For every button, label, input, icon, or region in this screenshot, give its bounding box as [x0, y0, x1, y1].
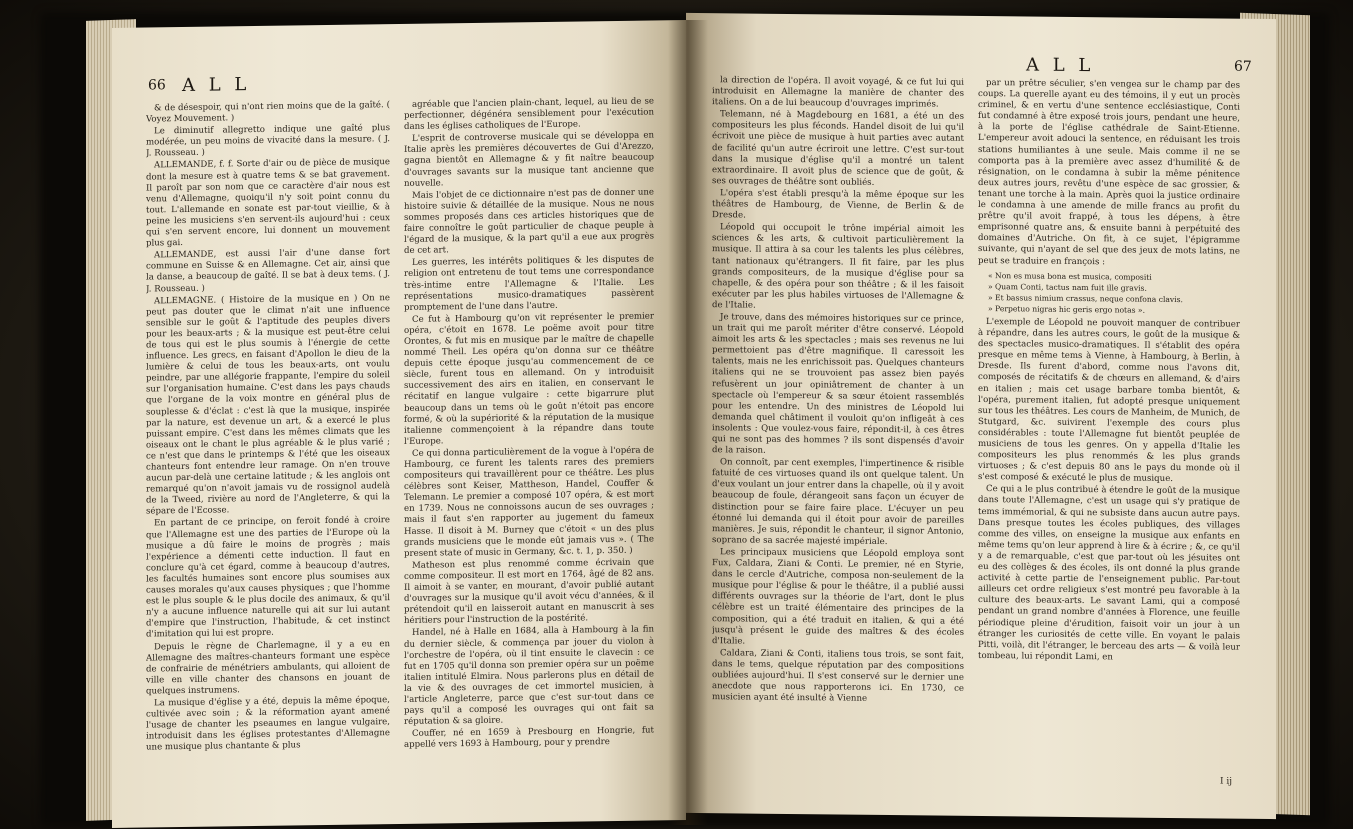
paragraph: ALLEMAGNE. ( Histoire de la musique en ) On ne peut pas douter que le climat n'ait une influence sensible sur le goût & l'aptitude des peuples divers pour les beaux-arts ; & la musique est peut-être celui de tous qui est le plus soumis à l'énergie de cette influence. Les grecs, en faisant d'Apollon le dieu de la lumière & celui de tous les beaux-arts, ont voulu peindre, par une allégorie frappante, l'empire du soleil sur l'organisation humaine. C'est dans les pays chauds que l'organe de la voix montre en général plus de souplesse & d'éclat : c'est là que la musique, inspirée par la nature, est devenue un art, & a exercé le plus puissant empire. C'est dans les mêmes climats que les oiseaux ont le chant le plus agréable & le plus varié ; ce n'est que dans le printemps & l'été que les oiseaux chanteurs font entendre leur ramage. On n'en trouve aucun par-delà une certaine latitude ; & les anglois ont remarqué qu'on n'avoit jamais vu de rossignol audelà de la Tweed, rivière au nord de l'Angleterre, & qui la sépare de l'Ecosse. [146, 292, 390, 517]
paragraph: L'opéra s'est établi presqu'à la même époque sur les théâtres de Hambourg, de Vienne, de Berlin & de Dresde. [712, 188, 964, 221]
paragraph: En partant de ce principe, on feroit fondé à croire que l'Allemagne est une des parties de l'Europe où la musique a dû faire le moins de progrès ; mais l'expérience a démenti cette induction. Il faut en conclure qu'à cet égard, comme à beaucoup d'autres, les facultés humaines sont encore plus soumises aux causes morales qu'aux causes physiques ; que l'homme est le plus souple & le plus docile des animaux, & qu'il n'y a aucune influence naturelle qui ait sur lui autant d'empire que l'instruction, l'habitude, & cet instinct d'imitation qui lui est propre. [146, 515, 390, 640]
paragraph: agréable que l'ancien plain-chant, lequel, au lieu de se perfectionner, dégénéra sensiblement pour l'exécution dans les églises catholiques de l'Europe. [404, 96, 654, 133]
paragraph: L'esprit de controverse musicale qui se développa en Italie après les premières découvertes de Gui d'Arezzo, gagna bientôt en Allemagne & y fit naître beaucoup d'ouvrages savants sur la musique tant ancienne que nouvelle. [404, 130, 654, 189]
paragraph: Léopold qui occupoit le trône impérial aimoit les sciences & les arts, & cultivoit particulièrement la musique. Il attira à sa cour les talents les plus célèbres, tant nationaux qu'étrangers. Il fit faire, par les plus grands compositeurs, de la musique d'église pour sa chapelle, & des opéra pour son théâtre ; & il les faisoit exécuter par les plus habiles virtuoses de l'Allemagne & de l'Italie. [712, 222, 964, 311]
latin-epigram [988, 270, 1240, 317]
right-running-header: A L L [1026, 54, 1095, 77]
paragraph: Les guerres, les intérêts politiques & les disputes de religion ont entretenu de tout tems une correspondance très-intime entre l'Allemagne & l'Italie. Les représentations musico-dramatiques passèrent promptement de l'une dans l'autre. [404, 254, 654, 313]
paragraph: Ce fut à Hambourg qu'on vit représenter le premier opéra, c'étoit en 1678. Le poëme avoit pour titre Orontes, & fut mis en musique par le maître de chapelle nommé Theil. Les opéra qu'on donna sur ce théâtre depuis cette époque jusqu'au commencement de ce siècle, furent tous en allemand. On y introduisit successivement des airs en italien, en conservant le récitatif en langue vulgaire : cette bigarrure plut beaucoup dans un tems où le goût n'étoit pas encore formé, & où la supériorité & la réputation de la musique italienne commençoient à la répandre dans toute l'Europe. [404, 311, 654, 447]
right-column-1 [712, 75, 964, 788]
paragraph: Depuis le règne de Charlemagne, il y a eu en Allemagne des maîtres-chanteurs formant une espèce de confrairie de ménétriers ambulants, qui alloient de ville en ville chanter des chansons en jouant de quelques instrumens. [146, 638, 390, 697]
left-page [112, 20, 686, 828]
left-page-number: 66 [148, 77, 166, 94]
paragraph: Ce qui a le plus contribué à étendre le goût de la musique dans toute l'Allemagne, c'est un usage qui s'y pratique de tems immémorial, & qui ne subsiste dans aucun autre pays. Dans presque toutes les écoles publiques, des villages comme des villes, on enseigne la musique aux enfants en même tems qu'on leur apprend à lire & à écrire ; &, ce qu'il y a de remarquable, c'est que par-tout où les jésuites ont eu des collèges & des écoles, ils ont donné la plus grande activité à cette partie de l'enseignement public. Par-tout ailleurs cet ordre religieux s'est montré peu favorable à la culture des beaux-arts. Le savant Lami, qui a composé pendant un grand nombre d'années à Florence, une feuille périodique pleine d'érudition, faisoit voir un jour à un étranger les curiosités de cette ville. En voyant le palais Pitti, voilà, dit l'étranger, le berceau des arts — & voilà leur tombeau, lui répondit Lami, en [978, 484, 1240, 663]
paragraph: & de désespoir, qui n'ont rien moins que de la gaîté. ( Voyez Mouvement. ) [146, 100, 390, 125]
paragraph: L'exemple de Léopold ne pouvoit manquer de contribuer à répandre, dans les autres cours, le goût de la musique & des spectacles musico-dramatiques. Il s'établit des opéra presque en même tems à Vienne, à Hambourg, à Berlin, à Dresde. Ils furent d'abord, comme nous l'avons dit, composés de récitatifs & de chœurs en allemand, & d'airs en italien ; mais cet usage barbare tomba bientôt, & l'opéra, purement italien, fut adopté presque uniquement sur tous les théâtres. Les cours de Manheim, de Munich, de Stutgard, &c. suivirent l'exemple des cours plus considérables : toute l'Allemagne fut bientôt peuplée de musiciens de tous les genres. On y appella d'Italie les compositeurs les plus renommés & les plus grands virtuoses ; & c'est depuis 80 ans le pays du monde où il s'est composé & exécuté le plus de musique. [978, 317, 1240, 485]
paragraph: On connoît, par cent exemples, l'impertinence & risible fatuité de ces virtuoses quand ils ont quelque talent. Un d'eux voulant un jour entrer dans la chapelle, où il y avoit beaucoup de foule, dérangeoit sans façon un écuyer de distinction pour se faire faire place. L'écuyer un peu étonné lui demanda qui il étoit pour avoir de pareilles manières. Je suis, répondit le chanteur, il signor Antonio, soprano de sa sacrée majesté impériale. [712, 457, 964, 547]
paragraph: par un prêtre séculier, s'en vengea sur le champ par des coups. La querelle ayant eu des témoins, il y eut un procès criminel, & en vertu d'une sentence ecclésiastique, Conti fut condamné à être exposé trois jours, pendant une heure, à la porte de l'église cathédrale de Saint-Etienne. L'empereur avoit adouci la sentence, en réduisant les trois stations humiliantes à une seule. Mais comme il ne se comporta pas à la première avec assez d'humilité & de résignation, on le condamna à subir la même pénitence deux autres jours, revêtu d'une espèce de sac grossier, & tenant une torche à la main. Après quoi la justice ordinaire le condamna à une amende de mille francs au profit du prêtre qu'il avoit frappé, à tous les dépens, à être emprisonné quatre ans, & ensuite banni à perpétuité des domaines d'Autriche. On fit, à ce sujet, l'épigramme suivante, qui n'ayant de sel que des jeux de mots latins, ne peut se traduire en françois : [978, 78, 1240, 267]
paragraph: Matheson est plus renommé comme écrivain que comme compositeur. Il est mort en 1764, âgé de 82 ans. Il aimoit à se vanter, en mourant, d'avoir publié autant d'ouvrages sur la musique qu'il avoit vécu d'années, & il prétendoit qu'il en laisseroit autant en manuscrit à ses héritiers pour l'instruction de la postérité. [404, 557, 654, 627]
paragraph: Le diminutif allegretto indique une gaîté plus modérée, un peu moins de vivacité dans la mesure. ( J. J. Rousseau. ) [146, 123, 390, 159]
paragraph: La musique d'église y a été, depuis la même époque, cultivée avec soin ; & la réformation ayant amené l'usage de chanter les pseaumes en langue vulgaire, introduisit dans les églises protestantes d'Allemagne une musique plus chantante & plus [146, 695, 390, 753]
verse-line: » Quam Conti, tactus nam fuit ille gravis. [988, 281, 1147, 293]
paragraph: Handel, né à Halle en 1684, alla à Hambourg à la fin du dernier siècle, & commença par jouer du violon à l'orchestre de l'opéra, où il tint ensuite le clavecin : ce fut en 1705 qu'il donna son premier opéra sur un poëme italien intitulé Elmira. Nous parlerons plus en détail de la vie & des ouvrages de cet immortel musicien, à l'article Angleterre, parce que c'est sur-tout dans ce pays qu'il a composé les ouvrages qui ont fait sa réputation & sa gloire. [404, 624, 654, 728]
paragraph: ALLEMANDE, f. f. Sorte d'air ou de pièce de musique dont la mesure est à quatre tems & se bat gravement. Il paroît par son nom que ce caractère d'air nous est venu d'Allemagne, quoiqu'il n'y soit point connu du tout. L'allemande en sonate est par-tout vieillie, & à peine les musiciens s'en servent-ils aujourd'hui : ceux qui s'en servent encore, lui donnent un mouvement plus gai. [146, 157, 390, 249]
paragraph: Couffer, né en 1659 à Presbourg en Hongrie, fut appellé vers 1693 à Hambourg, pour y prendre [404, 725, 654, 751]
verse-line: » Et bassus nimium crassus, neque confona clavis. [988, 292, 1183, 304]
paragraph: la direction de l'opéra. Il avoit voyagé, & ce fut lui qui introduisit en Allemagne la manière de chanter des italiens. On a de lui beaucoup d'ouvrages imprimés. [712, 75, 964, 110]
paragraph: Caldara, Ziani & Conti, italiens tous trois, se sont fait, dans le tems, quelque réputation par des compositions oubliées aujourd'hui. Il s'est conservé sur le dernier une anecdote que nous rapporterons ici. En 1730, ce musicien ayant été insulté à Vienne [712, 648, 964, 704]
paragraph: Mais l'objet de ce dictionnaire n'est pas de donner une histoire suivie & détaillée de la musique. Nous ne nous sommes proposés dans ces articles historiques que de faire connoître le goût particulier de chaque peuple à l'égard de la musique, & la part qu'il a eue aux progrès de cet art. [404, 187, 654, 257]
paragraph: ALLEMANDE, est aussi l'air d'une danse fort commune en Suisse & en Allemagne. Cet air, ainsi que la danse, a beaucoup de gaîté. Il se bat à deux tems. ( J. J. Rousseau. ) [146, 247, 390, 295]
left-column-2 [404, 96, 654, 815]
paragraph: Les principaux musiciens que Léopold employa sont Fux, Caldara, Ziani & Conti. Le premier, né en Styrie, dans le cercle d'Autriche, composa non-seulement de la musique pour l'église & pour le théâtre, il a publié aussi différents ouvrages sur la théorie de l'art, dont le plus célèbre est un traité élémentaire des principes de la composition, qui a été traduit en italien, & qui a été jusqu'à présent le guide des maîtres & des écoles d'Italie. [712, 547, 964, 647]
left-column-1 [146, 100, 390, 819]
verse-line: » Perpetuo nigras hic geris ergo notas ». [988, 303, 1145, 315]
book-gutter-shadow [668, 20, 708, 825]
right-page [686, 13, 1276, 819]
signature-mark: I ij [1220, 776, 1233, 787]
left-running-header: A L L [182, 74, 251, 97]
paragraph: Je trouve, dans des mémoires historiques sur ce prince, un trait qui me paroît mériter d'être conservé. Léopold aimoit les arts & les spectacles ; mais ses revenus ne lui permettoient pas d'être magnifique. Il caressoit les talents, mais ne les enrichissoit pas. Quelques chanteurs italiens qui ne se trouvoient pas assez bien payés refusèrent un jour opiniâtrement de chanter à un spectacle où l'empereur & sa sœur étoient rassemblés pour les entendre. Un des ministres de Léopold lui demanda quel châtiment il vouloit qu'on infligeât à ces insolents : Que voulez-vous faire, répondit-il, à ces êtres qui ne sont pas des hommes ? ils sont dispensés d'avoir de la raison. [712, 312, 964, 456]
right-page-number: 67 [1234, 58, 1252, 75]
right-column-2 [978, 78, 1240, 771]
paragraph: Telemann, né à Magdebourg en 1681, a été un des compositeurs les plus féconds. Handel disoit de lui qu'il écrivoit une pièce de musique à huit parties avec autant de facilité qu'un autre écriroit une lettre. C'est sur-tout dans la musique d'église qu'il a montré un talent extraordinaire. Il avoit plus de science que de goût, & ses ouvrages de théâtre sont oubliés. [712, 109, 964, 188]
verse-line: « Non es musa bona est musica, compositi [988, 270, 1152, 282]
paragraph: Ce qui donna particulièrement de la vogue à l'opéra de Hambourg, ce furent les talents rares des premiers compositeurs qui travaillèrent pour ce théâtre. Les plus célèbres sont Keiser, Mattheson, Handel, Couffer & Telemann. Le premier a composé 107 opéra, & est mort en 1739. Nous ne connoissons aucun de ses ouvrages ; mais il faut s'en rapporter au jugement du fameux Hasse. Il disoit à M. Burney que c'étoit « un des plus grands musiciens que le monde eût jamais vus ». ( The present state of music in Germany, &c. t. 1, p. 350. ) [404, 445, 654, 559]
